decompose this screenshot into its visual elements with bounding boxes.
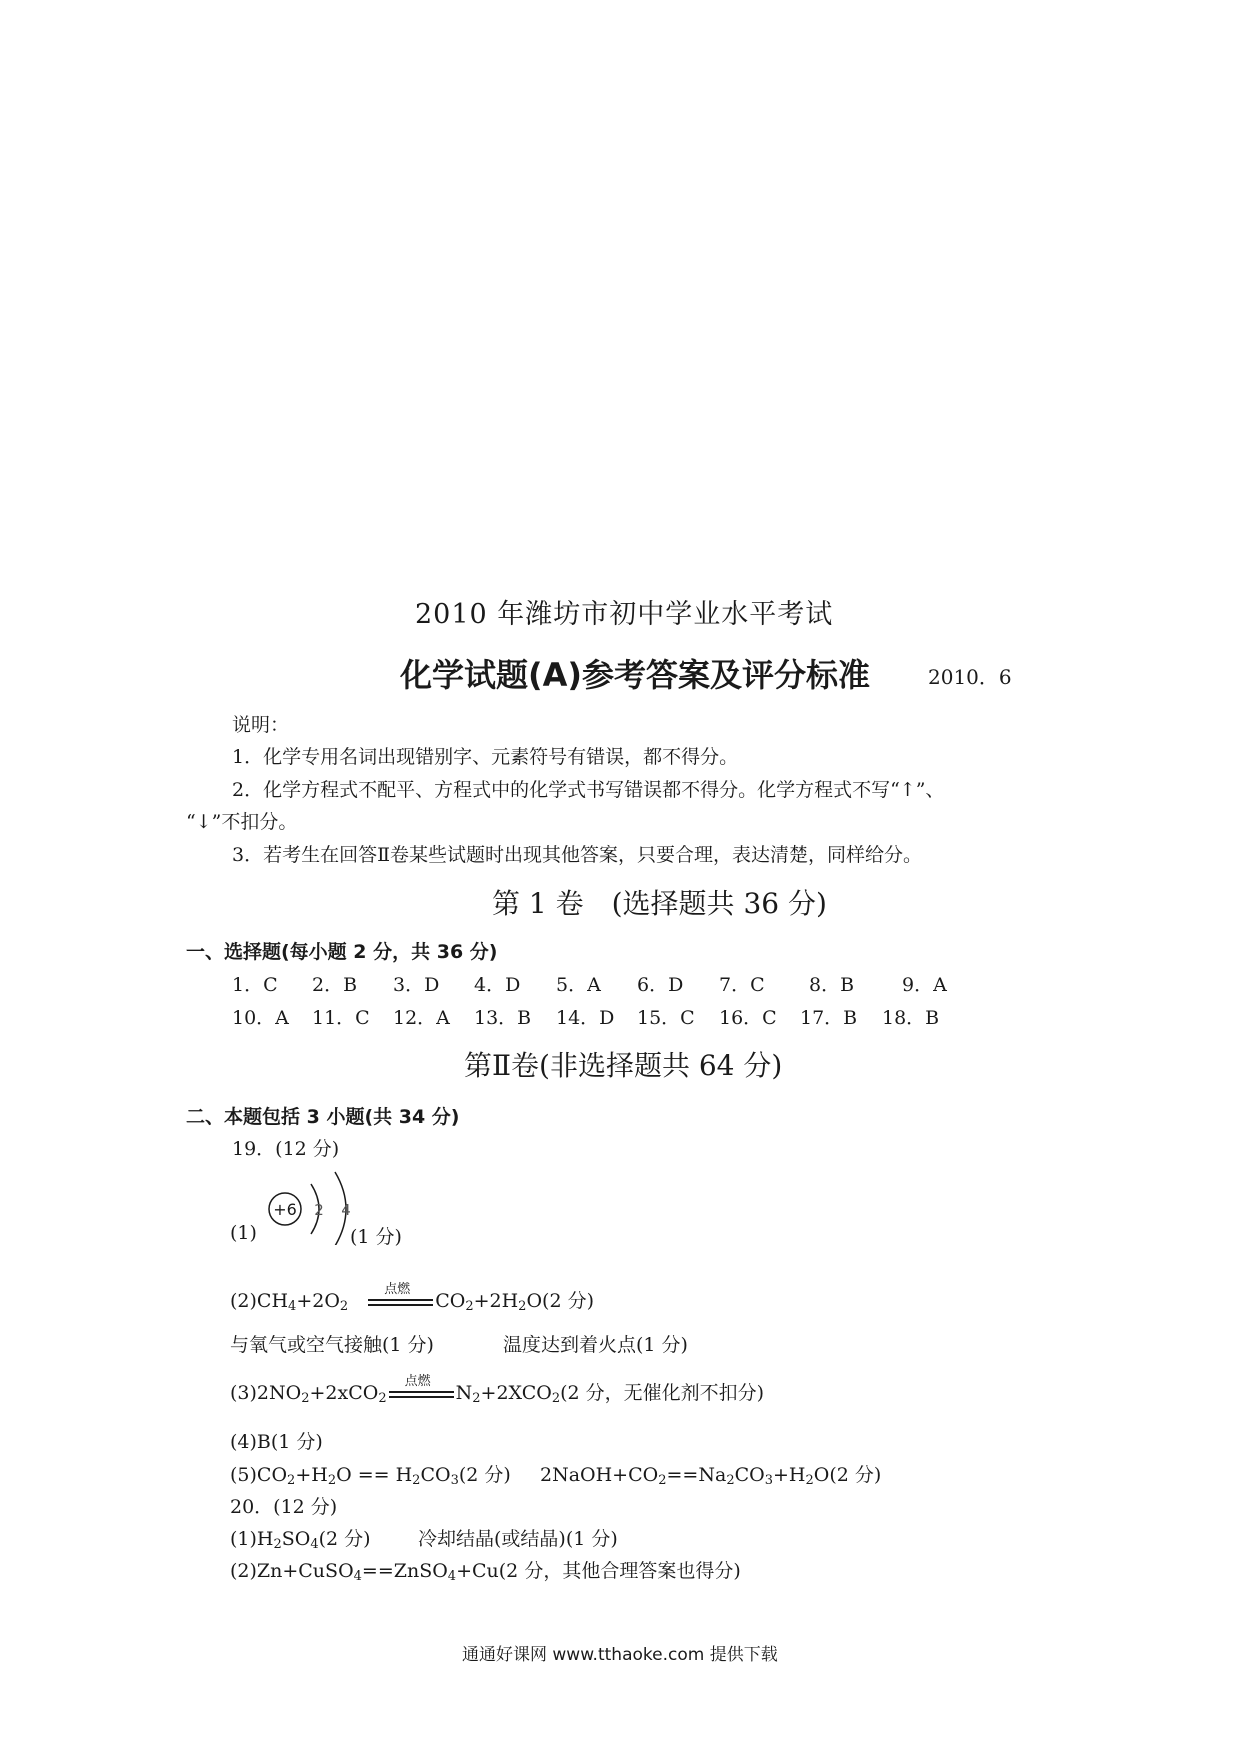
exam-name: 2010 年潍坊市初中学业水平考试	[415, 599, 834, 630]
reaction-condition: 点燃	[404, 1374, 431, 1389]
note-1: 1．化学专用名词出现错别字、元素符号有错误，都不得分。	[232, 746, 739, 768]
q19-a5-equation-1: $(5)CO_2+H_2O == H_2CO_3(2$ 分)	[230, 1464, 511, 1488]
page-footer: 通通好课网 www.tthaoke.com 提供下载	[462, 1645, 778, 1665]
note-3: 3．若考生在回答Ⅱ卷某些试题时出现其他答案，只要合理，表达清楚，同样给分。	[232, 844, 923, 866]
answer-item: 5．A	[556, 974, 601, 996]
answer-item: 9．A	[902, 974, 947, 996]
answer-item: 3．D	[393, 974, 440, 996]
answer-row-2	[232, 1003, 952, 1030]
q19-a5-equation-2: $2NaOH+CO_2==Na_2CO_3+H_2O(2$ 分)	[540, 1464, 882, 1488]
answer-item: 1．C	[232, 974, 278, 996]
answer-item: 16．C	[719, 1007, 777, 1029]
shell-2-electrons: 4	[341, 1201, 351, 1219]
q20-a1: $(1)H_2SO_4(2$ 分)	[230, 1528, 371, 1552]
answer-item: 15．C	[637, 1007, 695, 1029]
nucleus-charge: +6	[273, 1200, 297, 1219]
reaction-equals-sign	[389, 1374, 454, 1401]
document-date: 2010．6	[928, 665, 1012, 689]
answer-item: 8．B	[809, 974, 855, 996]
note-2a: 2．化学方程式不配平、方程式中的化学式书写错误都不得分。化学方程式不写“↑”、	[232, 779, 945, 801]
reaction-condition: 点燃	[384, 1282, 411, 1297]
answer-item: 17．B	[800, 1007, 858, 1029]
answer-item: 11．C	[312, 1007, 370, 1029]
note-2b: “↓”不扣分。	[186, 811, 298, 833]
part2-section-heading: 二、本题包括 3 小题(共 34 分)	[186, 1106, 460, 1128]
q20-a1b: 冷却结晶(或结晶)(1 分)	[418, 1528, 618, 1550]
q19-a1-label: (1)	[230, 1222, 257, 1244]
answer-item: 7．C	[719, 974, 765, 996]
q19-label: 19．(12 分)	[232, 1138, 340, 1160]
part1-title: 第 1 卷 (选择题共 36 分)	[492, 887, 827, 920]
q20-label: 20．(12 分)	[230, 1496, 338, 1518]
part1-section-heading: 一、选择题(每小题 2 分，共 36 分)	[186, 941, 498, 963]
answer-item: 4．D	[474, 974, 521, 996]
answer-item: 10．A	[232, 1007, 289, 1029]
answer-item: 13．B	[474, 1007, 532, 1029]
answer-item: 2．B	[312, 974, 358, 996]
q19-a4: (4)B(1 分)	[230, 1431, 323, 1453]
answer-row-1	[232, 970, 972, 997]
part2-title: 第Ⅱ卷(非选择题共 64 分)	[464, 1049, 783, 1082]
carbon-atom-diagram	[255, 1170, 365, 1245]
reaction-equals-sign	[368, 1282, 433, 1309]
q19-a2-equation: $(2)CH_4+2O_2$ 点燃 $CO_2+2H_2O(2$ 分)	[230, 1286, 594, 1313]
q19-a2-line2b: 温度达到着火点(1 分)	[503, 1334, 688, 1356]
q19-a3-equation: $(3)2NO_2+2xCO_2$ 点燃 $N_2+2XCO_2(2$ 分，无催化剂不扣分)	[230, 1378, 764, 1405]
q19-a1-score: (1 分)	[350, 1226, 402, 1248]
shell-1-electrons: 2	[314, 1201, 324, 1219]
notes-heading: 说明：	[232, 714, 290, 736]
document-title: 化学试题(A)参考答案及评分标准	[400, 656, 871, 694]
answer-item: 12．A	[393, 1007, 450, 1029]
q20-a2: (2)Zn+CuSO$_4$==ZnSO$_4$+Cu(2 分，其他合理答案也得分)	[230, 1560, 741, 1584]
answer-item: 6．D	[637, 974, 684, 996]
answer-item: 18．B	[882, 1007, 940, 1029]
answer-item: 14．D	[556, 1007, 615, 1029]
q19-a2-line2a: 与氧气或空气接触(1 分)	[230, 1334, 434, 1356]
